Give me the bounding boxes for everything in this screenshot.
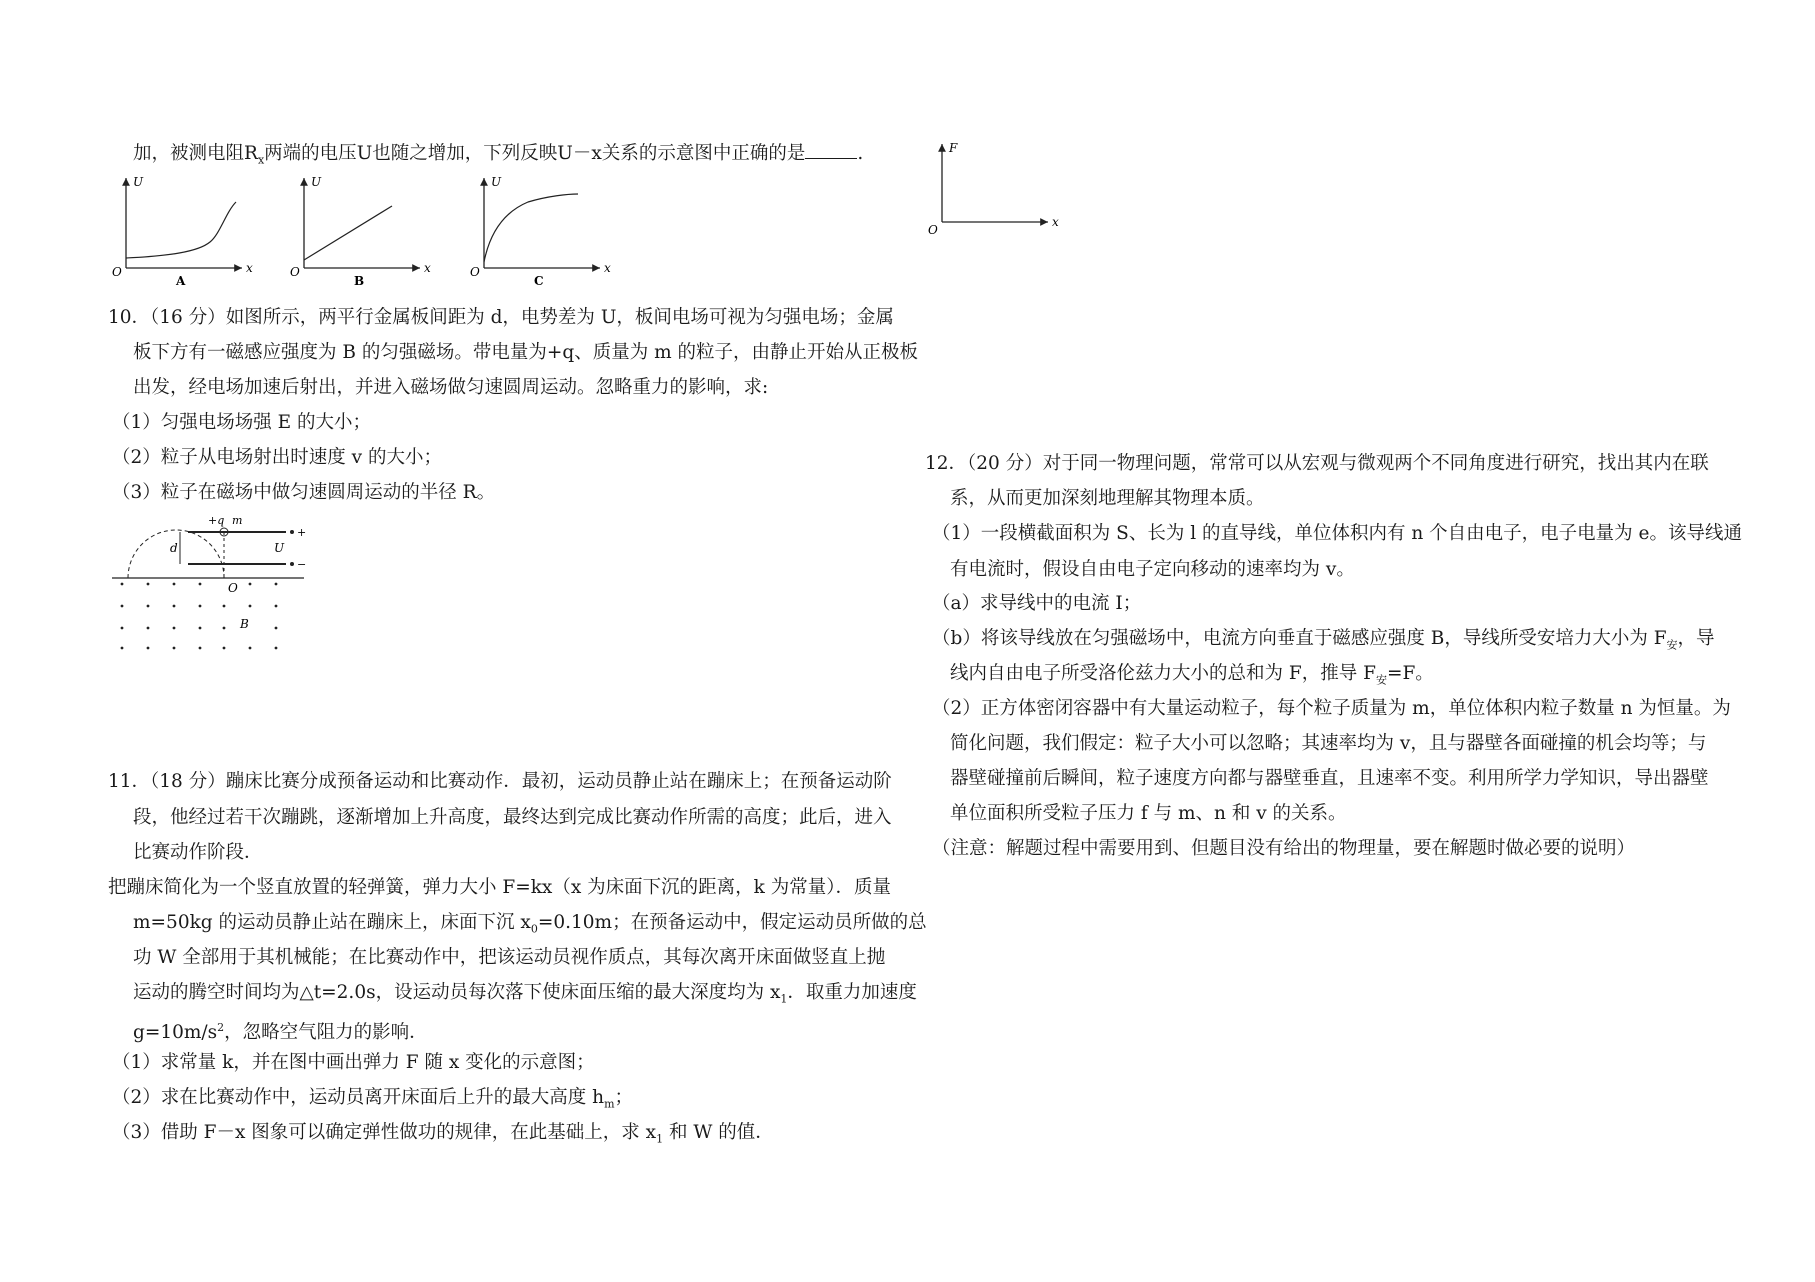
curve-c [484, 194, 578, 262]
origin-label: O [928, 223, 938, 237]
q10-line-1: 板下方有一磁感应强度为 B 的匀强磁场。带电量为+q、质量为 m 的粒子，由静止开始从正极板 [133, 342, 919, 363]
q11-para: 把蹦床简化为一个竖直放置的轻弹簧，弹力大小 F=kx（x 为床面下沉的距离，k 为常量）．质量 [108, 877, 892, 898]
graph-a [112, 175, 253, 288]
q11-line-1: 段，他经过若干次蹦跳，逐渐增加上升高度，最终达到完成比赛动作所需的高度；此后，进入 [133, 807, 892, 828]
q12-pa: （a）求导线中的电流 I； [932, 593, 1142, 614]
axis-label-f: F [949, 141, 958, 155]
q12-pb [932, 627, 1715, 658]
label-o: O [228, 581, 238, 595]
graph-b [290, 175, 431, 288]
text: m=50kg 的运动员静止站在蹦床上，床面下沉 x [133, 912, 531, 933]
q10-figure [108, 512, 308, 662]
graph-label-c: C [534, 274, 544, 288]
q11-para-line-1 [133, 911, 927, 942]
origin-label: O [470, 265, 480, 279]
graph-label-b: B [354, 274, 365, 288]
q11-part-2 [112, 1086, 633, 1117]
text: 线内自由电子所受洛伦兹力大小的总和为 F，推导 F [950, 663, 1376, 684]
sub-1: 1 [780, 992, 788, 1006]
q11-header: 11．（18 分）蹦床比赛分成预备运动和比赛动作．最初，运动员静止站在蹦床上；在预备运动阶 [108, 771, 892, 792]
sub-m: m [604, 1097, 615, 1111]
q9-var-Ux: U－x [557, 143, 602, 164]
label-d: d [170, 541, 178, 555]
text: =F。 [1386, 663, 1434, 684]
q12-p2-line-2: 器壁碰撞前后瞬间，粒子速度方向都与器壁垂直，且速率不变。利用所学力学知识，导出器壁 [950, 768, 1709, 789]
label-minus: − [297, 558, 307, 571]
curve-b [304, 206, 392, 260]
axis-label-u: U [491, 175, 502, 189]
q12-header: 12．（20 分）对于同一物理问题，常常可以从宏观与微观两个不同角度进行研究，找出其内在联 [925, 453, 1709, 474]
q9-text-2: 两端的电压 [264, 143, 357, 164]
origin-label: O [112, 265, 122, 279]
axis-label-x: x [424, 261, 431, 275]
q10-part-1: （1）匀强电场场强 E 的大小； [112, 412, 372, 433]
origin-label: O [290, 265, 300, 279]
text: g=10m/s [133, 1022, 218, 1044]
text: 和 W 的值． [663, 1122, 774, 1143]
q11-line-2: 比赛动作阶段． [133, 842, 263, 863]
q12-pb-line [950, 662, 1434, 693]
sub-1: 1 [656, 1132, 664, 1146]
q11-para-line-4 [133, 1016, 428, 1045]
graph-label-a: A [176, 274, 186, 288]
axis-label-x: x [1052, 215, 1059, 229]
sub-an: 安 [1375, 673, 1387, 687]
axis-label-u: U [311, 175, 322, 189]
text: （3）借助 F－x 图象可以确定弹性做功的规律，在此基础上，求 x [112, 1122, 657, 1143]
text: =0.10m；在预备运动中，假定运动员所做的总 [537, 912, 927, 933]
q9-text-4: 关系的示意图中正确的是 [601, 143, 806, 164]
q9-text: 加，被测电阻 [133, 143, 245, 164]
q9-text-3: 也随之增加，下列反映 [372, 143, 558, 164]
q12-p1: （1）一段横截面积为 S、长为 l 的直导线，单位体积内有 n 个自由电子，电子电量为 e。该导线通 [932, 523, 1743, 544]
q9-sub-x: x [257, 153, 265, 167]
q11-fx-graph[interactable] [924, 138, 1064, 238]
q10-part-2: （2）粒子从电场射出时速度 v 的大小； [112, 447, 442, 468]
text: ，忽略空气阻力的影响． [224, 1022, 428, 1044]
q11-para-line-2: 功 W 全部用于其机械能；在比赛动作中，把该运动员视作质点，其每次离开床面做竖直上抛 [133, 947, 886, 968]
sup-2: 2 [217, 1021, 225, 1034]
graph-c [470, 175, 611, 288]
label-u: U [274, 541, 285, 555]
axis-label-u: U [133, 175, 144, 189]
text: ，导 [1677, 628, 1715, 649]
q11-part-3 [112, 1121, 774, 1152]
sub-an: 安 [1666, 638, 1678, 652]
sub-0: 0 [530, 922, 538, 936]
text: ．取重力加速度 [787, 982, 917, 1003]
q12-p2: （2）正方体密闭容器中有大量运动粒子，每个粒子质量为 m，单位体积内粒子数量 n 为恒量。为 [932, 698, 1731, 719]
text: 运动的腾空时间均为△t=2.0s，设运动员每次落下使床面压缩的最大深度均为 x [133, 982, 781, 1003]
q12-p1-line: 有电流时，假设自由电子定向移动的速率均为 v。 [950, 559, 1355, 580]
curve-a [126, 202, 236, 258]
q9-period: . [857, 143, 864, 164]
q9-var-U: U [356, 143, 373, 164]
q12-line-1: 系，从而更加深刻地理解其物理本质。 [950, 488, 1265, 509]
text: ； [614, 1087, 634, 1108]
label-b: B [240, 617, 249, 631]
answer-blank[interactable] [805, 143, 857, 159]
q10-header: 10．（16 分）如图所示，两平行金属板间距为 d，电势差为 U，板间电场可视为匀强电场；金属 [108, 307, 894, 328]
label-mass: m [232, 514, 243, 527]
axis-label-x: x [246, 261, 253, 275]
q11-part-1: （1）求常量 k，并在图中画出弹力 F 随 x 变化的示意图； [112, 1052, 595, 1073]
q12-p2-line-1: 简化问题，我们假定：粒子大小可以忽略；其速率均为 v，且与器壁各面碰撞的机会均等；与 [950, 733, 1707, 754]
q9-graphs [108, 172, 628, 290]
label-plus: + [297, 526, 307, 539]
q10-line-2: 出发，经电场加速后射出，并进入磁场做匀速圆周运动。忽略重力的影响，求: [133, 377, 769, 398]
text: （b）将该导线放在匀强磁场中，电流方向垂直于磁感应强度 B，导线所受安培力大小为 F [932, 628, 1667, 649]
q12-note: （注意：解题过程中需要用到、但题目没有给出的物理量，要在解题时做必要的说明） [932, 838, 1636, 859]
q9-text-line [133, 142, 863, 173]
text: （2）求在比赛动作中，运动员离开床面后上升的最大高度 h [112, 1087, 605, 1108]
label-charge: +q [208, 514, 225, 527]
q9-var-R: R [244, 143, 258, 164]
q10-part-3: （3）粒子在磁场中做匀速圆周运动的半径 R。 [112, 482, 496, 503]
q12-p2-line-3: 单位面积所受粒子压力 f 与 m、n 和 v 的关系。 [950, 803, 1347, 824]
q11-para-line-3 [133, 981, 917, 1012]
axis-label-x: x [604, 261, 611, 275]
field-dots [121, 583, 278, 650]
